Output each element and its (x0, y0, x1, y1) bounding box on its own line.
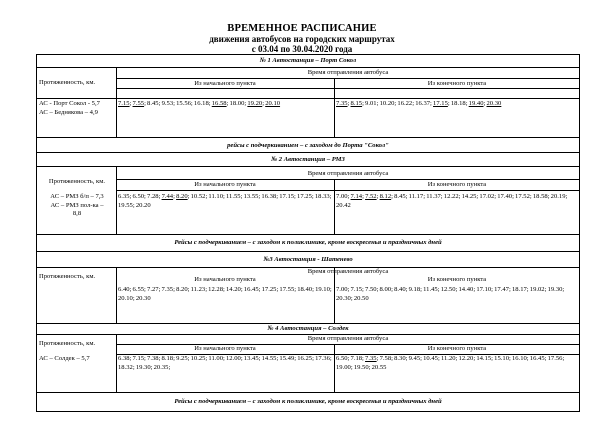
rule (116, 67, 117, 137)
text-line: АС – РМЗ пол-ка – (50, 201, 104, 209)
end-times (336, 100, 578, 109)
route-lengths (39, 193, 115, 219)
route-title: № 1 Автостанция – Порт Сокол (259, 57, 357, 64)
route-note: Рейсы с подчеркиванием – с заходом к поликлинике, кроме воскресенья и праздничных дней (174, 398, 442, 405)
rule (36, 137, 580, 138)
route-note: рейсы с подчеркиванием – с заходом до Порта "Сокол" (227, 142, 389, 149)
rule (36, 234, 580, 235)
rule (36, 67, 580, 68)
underlined-trip-time: 7.55 (132, 100, 145, 107)
rule (36, 54, 37, 412)
underlined-trip-time: 7.35 (336, 100, 348, 107)
trip-times: ; 18.18; (447, 100, 469, 107)
rule (116, 190, 580, 191)
underlined-trip-time: 20.10 (265, 100, 281, 107)
rule (36, 323, 580, 324)
from-start-header: Из начального пункта (194, 276, 256, 283)
trip-times: ; 8.45; 11.17; 11.37; 12.22; 14.25; 17.02; 17.40; 17.52; 18.58; 20.19; 20.42 (336, 193, 568, 209)
departure-time-header: Время отправления автобуса (307, 170, 389, 177)
trip-times: ; 9.01; 10.20; 16.22; 16.37; (362, 100, 434, 107)
route-title: № 4 Автостанция – Солдек (267, 325, 349, 332)
text-line: АС – Беднякова – 4,9 (39, 108, 98, 116)
trip-times: ; (173, 193, 177, 200)
trip-times: ; (129, 100, 133, 107)
underlined-trip-time: 8.20 (176, 193, 188, 200)
text-line: АС – Солдек – 5,7 (39, 355, 90, 362)
end-times (336, 286, 578, 303)
underlined-trip-time: 7.15 (118, 100, 130, 107)
length-header: Протяженность, км. (39, 79, 96, 86)
from-end-header: Из конечного пункта (427, 345, 487, 352)
rule (36, 152, 580, 153)
trip-times: ; (347, 100, 351, 107)
route-note: Рейсы с подчеркиванием – с заходом к поликлинике, кроме воскресенья и праздничных дней (174, 239, 442, 246)
rule (36, 251, 580, 252)
from-start-header: Из начального пункта (194, 181, 256, 188)
underlined-trip-time: 20.30 (486, 100, 502, 107)
text-line: АС - Порт Сокол - 5,7 (39, 100, 100, 107)
start-times (118, 355, 332, 372)
trip-times: 6.38; 7.15; 7.38; 8.18; 9.25; 10.25; 11.00; 12.00; 13.45; 14.55; 15.49; 16.25; 17.36; 18.32; 19.30; 20.35; (118, 355, 332, 371)
rule (36, 98, 580, 99)
rule (36, 411, 580, 412)
trip-times: ; 7.58; 8.30; 9.45; 10.45; 11.20; 12.20; 14.15; 15.10; 16.10; 16.45; 17.56; 19.00; 19.50; 20.55 (336, 355, 565, 371)
page-title: ВРЕМЕННОЕ РАСПИСАНИЕ (227, 23, 377, 34)
departure-time-header: Время отправления автобуса (307, 69, 389, 76)
rule (116, 179, 580, 180)
rule (36, 392, 580, 393)
start-times (118, 100, 332, 109)
departure-time-header: Время отправления автобуса (307, 335, 389, 342)
trip-times: ; (262, 100, 266, 107)
underlined-trip-time: 8.15 (350, 100, 363, 107)
trip-times: ; (483, 100, 487, 107)
rule (116, 78, 580, 79)
from-end-header: Из конечного пункта (427, 181, 487, 188)
from-end-header: Из конечного пункта (427, 276, 487, 283)
end-times (336, 193, 578, 210)
underlined-trip-time: 7.14 (350, 193, 363, 200)
start-times (118, 286, 332, 303)
length-header: Протяженность, км. (39, 340, 96, 347)
underlined-trip-time: 7.35 (365, 355, 377, 362)
from-start-header: Из начального пункта (194, 345, 256, 352)
length-header (39, 273, 95, 282)
trip-times: ; 18.00; (226, 100, 248, 107)
length-header: Протяженность, км. (48, 178, 106, 185)
trip-times: 7.00; (336, 193, 351, 200)
rule (36, 166, 580, 167)
underlined-trip-time: 16.58 (211, 100, 227, 107)
text-line: Протяженность, км. (39, 273, 96, 280)
underlined-trip-time: 7.44 (161, 193, 174, 200)
from-end-header: Из конечного пункта (427, 80, 487, 87)
underlined-trip-time: 19.20 (247, 100, 263, 107)
trip-times: ; (376, 193, 380, 200)
underlined-trip-time: 19.40 (468, 100, 484, 107)
trip-times: ; 8.45; 9.53; 15.56; 16.18; (144, 100, 212, 107)
from-start-header: Из начального пункта (194, 80, 256, 87)
trip-times: 6.40; 6.55; 7.27; 7.35; 8.20; 11.23; 12.28; 14.20; 16.45; 17.25; 17.55; 18.40; 19.10; 20.10; 20.30 (118, 286, 332, 302)
end-times (336, 355, 578, 372)
route-lengths (39, 355, 115, 364)
rule (36, 54, 580, 55)
text-line: АС – РМЗ б/п – 7,3 (50, 193, 104, 200)
trip-times: 7.00; 7.15; 7.50; 8.00; 8.40; 9.18; 11.45; 12.50; 14.40; 17.10; 17.47; 18.17; 19.02; 19.30; 20.30; 20.50 (336, 286, 565, 302)
underlined-trip-time: 7.52 (365, 193, 377, 200)
text-line: 8,8 (72, 210, 82, 217)
trip-times: 6.50; 7.18; (336, 355, 366, 362)
route-lengths (39, 100, 115, 117)
rule (579, 54, 580, 412)
trip-times: ; 10.52; 11.10; 11.55; 13.55; 16.38; 17.15; 17.25; 18.33; 19.55; 20.20 (118, 193, 332, 209)
period: с 03.04 по 30.04.2020 года (251, 44, 353, 54)
departure-time-header: Время отправления автобуса (307, 268, 389, 275)
underlined-trip-time: 8.12 (379, 193, 392, 200)
schedule-table (36, 54, 580, 412)
start-times (118, 193, 332, 210)
underlined-trip-time: 17.15 (433, 100, 448, 107)
trip-times: 6.35; 6.50; 7.28; (118, 193, 162, 200)
route-title: № 2 Автостанция – РМЗ (271, 156, 345, 163)
page-subtitle: движения автобусов на городских маршрутах (209, 34, 395, 44)
trip-times: ; (362, 193, 366, 200)
route-title: №3 Автостанция - Шатенево (263, 256, 353, 263)
